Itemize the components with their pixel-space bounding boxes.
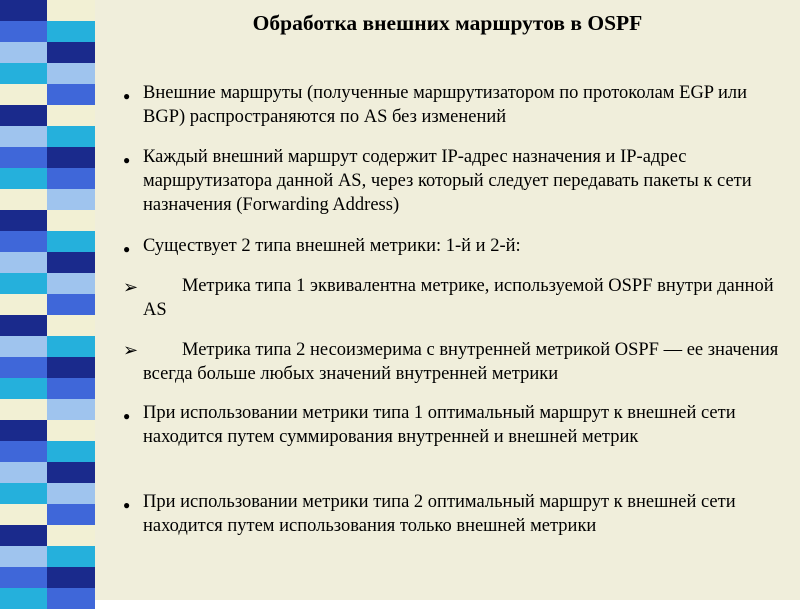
slide-title: Обработка внешних маршрутов в OSPF <box>252 11 643 35</box>
arrow-bullet-icon: ➢ <box>123 340 139 360</box>
bullet-icon: ● <box>123 153 131 167</box>
stripe-block <box>0 189 95 210</box>
stripe-block <box>0 84 95 105</box>
bullet-item-2: Каждый внешний маршрут содержит IP-адрес назначения и IP-адрес маршрутизатора данной AS, через который следует передавать пакеты к сети назначения (Forwarding Address) <box>143 147 752 215</box>
stripe-block <box>0 231 95 252</box>
stripe-block <box>0 252 95 273</box>
bullet-item-1: Внешние маршруты (полученные маршрутизатором по протоколам EGP или BGP) распространяются по AS без изменений <box>143 83 748 127</box>
bullet-item-4: При использовании метрики типа 1 оптимальный маршрут к внешней сети находится путем суммирования внутренней и внешней метрик <box>143 403 736 447</box>
sub-item-1-text: Метрика типа 1 эквивалентна метрике, используемой OSPF внутри данной AS <box>143 276 774 320</box>
arrow-bullet-icon: ➢ <box>123 277 139 297</box>
stripe-block <box>0 105 95 126</box>
stripe-block <box>0 63 95 84</box>
stripe-block <box>0 294 95 315</box>
stripe-block <box>0 525 95 546</box>
stripe-block <box>0 588 95 609</box>
bullet-icon: ● <box>123 242 131 256</box>
stripe-block <box>0 0 95 21</box>
stripe-block <box>0 168 95 189</box>
stripe-block <box>0 483 95 504</box>
bullet-icon: ● <box>123 89 131 103</box>
stripe-block <box>0 147 95 168</box>
stripe-block <box>0 21 95 42</box>
stripe-block <box>0 546 95 567</box>
stripe-block <box>0 357 95 378</box>
stripe-block <box>0 126 95 147</box>
stripe-block <box>0 567 95 588</box>
stripe-block <box>0 441 95 462</box>
bullet-icon: ● <box>123 409 131 423</box>
stripe-block <box>0 336 95 357</box>
stripe-block <box>0 420 95 441</box>
bullet-icon: ● <box>123 498 131 512</box>
stripe-block <box>0 273 95 294</box>
bullet-item-5: При использовании метрики типа 2 оптимальный маршрут к внешней сети находится путем использования только внешней метрики <box>143 492 736 536</box>
sub-item-1 <box>143 274 793 322</box>
stripe-block <box>0 42 95 63</box>
stripe-block <box>0 210 95 231</box>
stripe-block <box>0 378 95 399</box>
stripe-block <box>0 504 95 525</box>
sub-item-2-text: Метрика типа 2 несоизмерима с внутренней метрикой OSPF — ее значения всегда больше любых значений внутренней метрики <box>143 340 779 384</box>
bullet-item-3: Существует 2 типа внешней метрики: 1-й и 2-й: <box>143 236 521 256</box>
decorative-stripe <box>0 0 95 600</box>
stripe-block <box>0 399 95 420</box>
stripe-block <box>0 462 95 483</box>
stripe-block <box>0 315 95 336</box>
sub-item-2 <box>143 338 793 386</box>
